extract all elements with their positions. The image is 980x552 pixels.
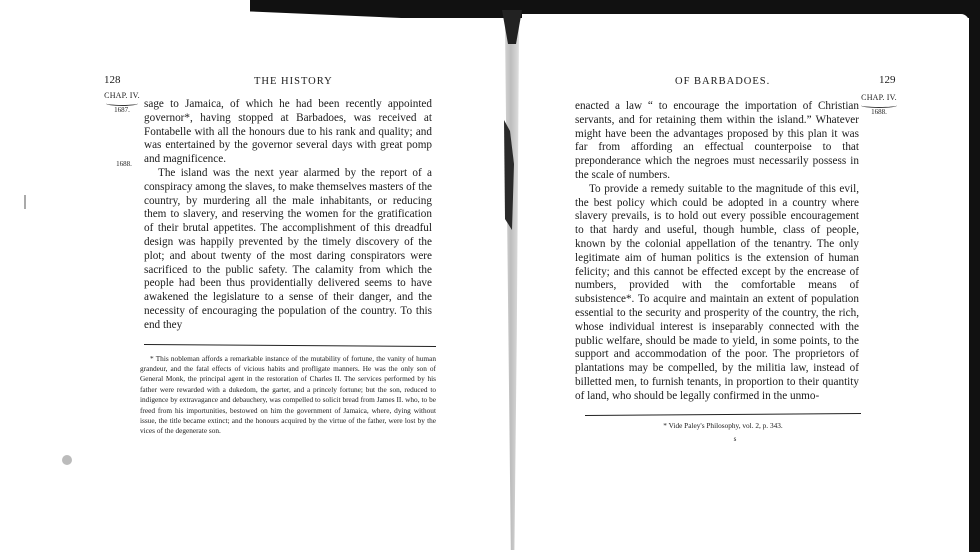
- margin-year: 1688.: [116, 160, 132, 168]
- chapter-label: CHAP. IV.: [104, 91, 140, 100]
- footnote-text: * This nobleman affords a remarkable instance of the mutability of fortune, the vanity of human grandeur, and the fatal effects of vicious habits and profligate manners. He was the only son of General Monk, the principal agent in the restoration of Charles II. The services performed by his father were rewarded with a dukedom, the garter, and a princely fortune; but the son, reduced to indigence by extravagance and debauchery, was compelled to solicit bread from James II. who, to be freed from his importunities, bestowed on him the government of Jamaica, where, dying without issue, the title became extinct; and the honours acquired by the virtue of the father, were lost by the vices of the degenerate son.: [140, 353, 436, 436]
- paragraph: The island was the next year alarmed by the report of a conspiracy among the slaves, to make themselves masters of the country, by murdering all the male inhabitants, or reducing them to slavery, and reserving the women for the gratification of their brutal appetites. The accomplishment of this dreadful design was happily prevented by the timely discovery of the plot; and about twenty of the most daring conspirators were sacrificed to the public safety. The calamity from which the people had been thus providentially delivered seems to have awakened the legislature to a sense of their danger, and the necessity of encouraging the population of the country. To this end they: [144, 166, 432, 331]
- body-text: [575, 100, 859, 404]
- scan-right-border: [969, 0, 980, 552]
- footnote-rule: [585, 413, 861, 416]
- footnote: [140, 354, 436, 437]
- scan-speck: [24, 195, 26, 209]
- margin-note-chapter: [859, 94, 899, 116]
- paragraph: sage to Jamaica, of which he had been recently appointed governor*, having stopped at Barbadoes, was received at Fontabelle with all the honours due to his rank and quality; and was entertained by the governor several days with great pomp and magnificence.: [144, 98, 432, 166]
- paragraph: enacted a law “ to encourage the importation of Christian servants, and for retaining them within the island.” Whatever might have been the advantages proposed by this plan it was far from affording an effectual counterpoise to that preponderance which the negroes must necessarily possess in the scale of numbers.: [575, 100, 859, 181]
- book-gutter: [500, 10, 524, 550]
- body-text: [144, 98, 432, 333]
- gutter-shadow: [500, 10, 524, 550]
- margin-note-year: [112, 160, 136, 169]
- margin-year: 1687.: [114, 105, 130, 114]
- left-page-header: [104, 74, 434, 90]
- page-number: 128: [104, 74, 121, 86]
- footnote-rule: [144, 344, 436, 347]
- right-page-header: [575, 74, 895, 90]
- right-page: [575, 74, 895, 443]
- gutter-notch: [502, 10, 522, 44]
- signature-mark: s: [733, 434, 737, 443]
- scan-speck: [62, 455, 72, 465]
- running-head: OF BARBADOES.: [675, 76, 771, 87]
- footnote: [585, 421, 861, 431]
- paragraph: To provide a remedy suitable to the magnitude of this evil, the best policy which could be adopted in a country where slavery prevails, is to hold out every possible encouragement to that hardy and useful, though humble, class of people, known by the colonial appellation of the tenantry. The only legitimate aim of human politics is the extension of human felicity; and this cannot be effected except by the encrease of numbers, provided with the comfortable means of subsistence*. To acquire and maintain an extent of population essential to the security and prosperity of the country, the rich, whose individual interest is inseparably connected with the public welfare, should be made to yield, in some points, to the support and accommodation of the poor. The proprietors of plantations may be compelled, by the militia law, instead of billetted men, to furnish tenants, in proportion to their quantity of land, who should be legally confirmed in the unmo-: [575, 182, 859, 402]
- footnote-text: * Vide Paley's Philosophy, vol. 2, p. 343.: [663, 420, 783, 430]
- page-number: 129: [879, 74, 896, 86]
- running-head: THE HISTORY: [254, 76, 333, 87]
- chapter-label: CHAP. IV.: [861, 93, 897, 102]
- left-page: [104, 74, 434, 437]
- margin-year: 1688.: [871, 107, 887, 116]
- margin-note-chapter: [104, 92, 140, 114]
